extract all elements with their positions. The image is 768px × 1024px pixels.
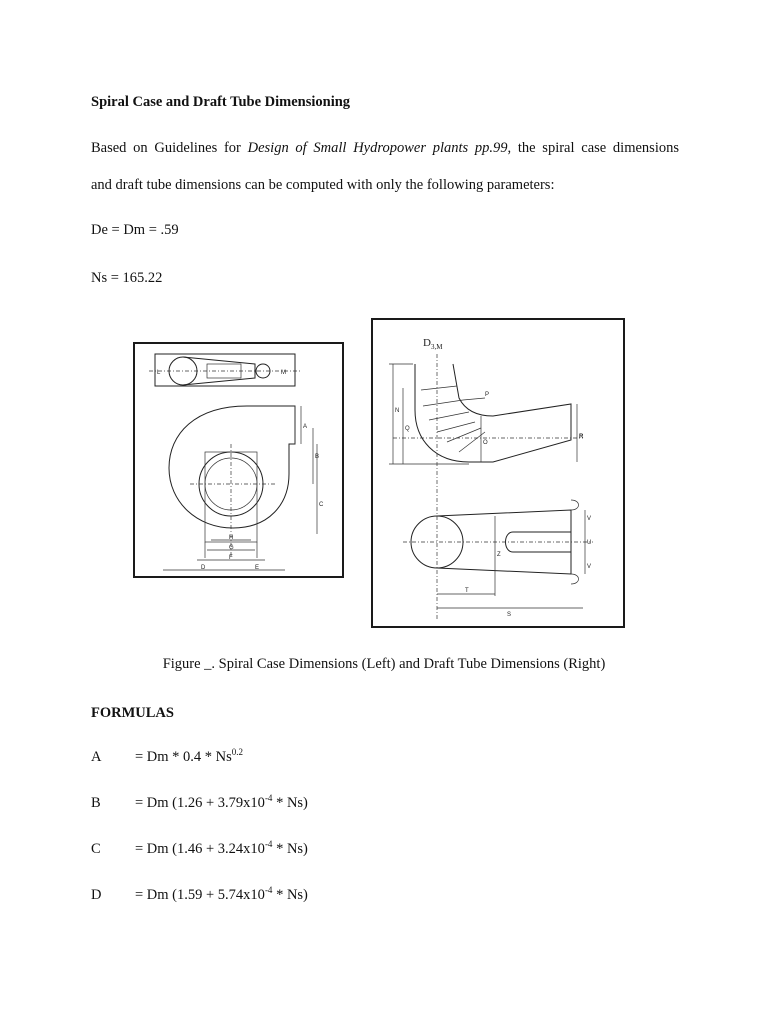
- formula-row-b: [91, 795, 308, 812]
- page-title: Spiral Case and Draft Tube Dimensioning: [91, 94, 351, 110]
- dim-label-a: A: [303, 424, 308, 430]
- formula-row-c: [91, 841, 308, 858]
- param-ns: Ns = 165.22: [91, 270, 163, 286]
- dim-label-f: F: [229, 555, 233, 561]
- dim-label-c: C: [319, 502, 324, 508]
- param-de-dm: De = Dm = .59: [91, 222, 179, 238]
- intro-paragraph-line-2: and draft tube dimensions can be computed with only the following parameters:: [91, 177, 555, 193]
- draft-tube-figure: [371, 318, 625, 628]
- formula-expression: = Dm $(1.59 + 5.74x10^{-4} * Ns)$: [135, 885, 308, 903]
- dim-label-b: B: [315, 454, 320, 460]
- formulas-heading: FORMULAS: [91, 705, 174, 721]
- dt-dim-label-p: P: [485, 392, 490, 398]
- formula-expression: = Dm $(1.26 + 3.79x10^{-4} * Ns)$: [135, 793, 308, 811]
- spiral-case-figure: [133, 342, 344, 578]
- dt-dim-label-z: Z: [497, 552, 501, 558]
- formula-expression: = Dm $(1.46 + 3.24x10^{-4} * Ns)$: [135, 839, 308, 857]
- intro-paragraph-line-1: [91, 140, 679, 157]
- dt-dim-label-v-bottom: V: [587, 564, 592, 570]
- figure-caption: Figure _. Spiral Case Dimensions (Left) and Draft Tube Dimensions (Right): [162, 656, 606, 672]
- dim-label-m: M: [281, 370, 286, 376]
- dt-dim-label-q: Q: [405, 426, 410, 432]
- dt-dim-label-o: O: [483, 440, 488, 446]
- intro-text-after-ref: , the spiral case dimensions: [507, 140, 679, 156]
- dim-label-e: E: [255, 565, 260, 571]
- formula-label: B: [91, 795, 101, 811]
- dt-dim-label-u: U: [587, 540, 592, 546]
- reference-title: Design of Small Hydropower plants pp.99: [247, 140, 508, 156]
- dim-label-g: G: [229, 545, 234, 551]
- dt-dim-label-r: R: [579, 434, 584, 440]
- dim-label-l: L: [157, 370, 161, 376]
- dt-dim-label-t: T: [465, 588, 469, 594]
- formula-label: C: [91, 841, 101, 857]
- formula-row-a: [91, 749, 243, 766]
- formula-label: A: [91, 749, 102, 765]
- dt-dim-label-s: S: [507, 612, 512, 618]
- spiral-case-drawing: [135, 344, 342, 576]
- dim-label-d: D: [201, 565, 206, 571]
- formula-expression: = Dm * $0.4 * Ns^{0.2}$: [135, 747, 244, 765]
- formula-row-d: [91, 887, 308, 904]
- draft-tube-top-label: $D_{3,M}$: [423, 337, 443, 351]
- dt-dim-label-v-top: V: [587, 516, 592, 522]
- dt-dim-label-n: N: [395, 408, 400, 414]
- intro-text-before-ref: Based on Guidelines for: [91, 140, 248, 156]
- dim-label-h: H: [229, 535, 234, 541]
- formula-label: D: [91, 887, 102, 903]
- draft-tube-drawing: [373, 320, 623, 626]
